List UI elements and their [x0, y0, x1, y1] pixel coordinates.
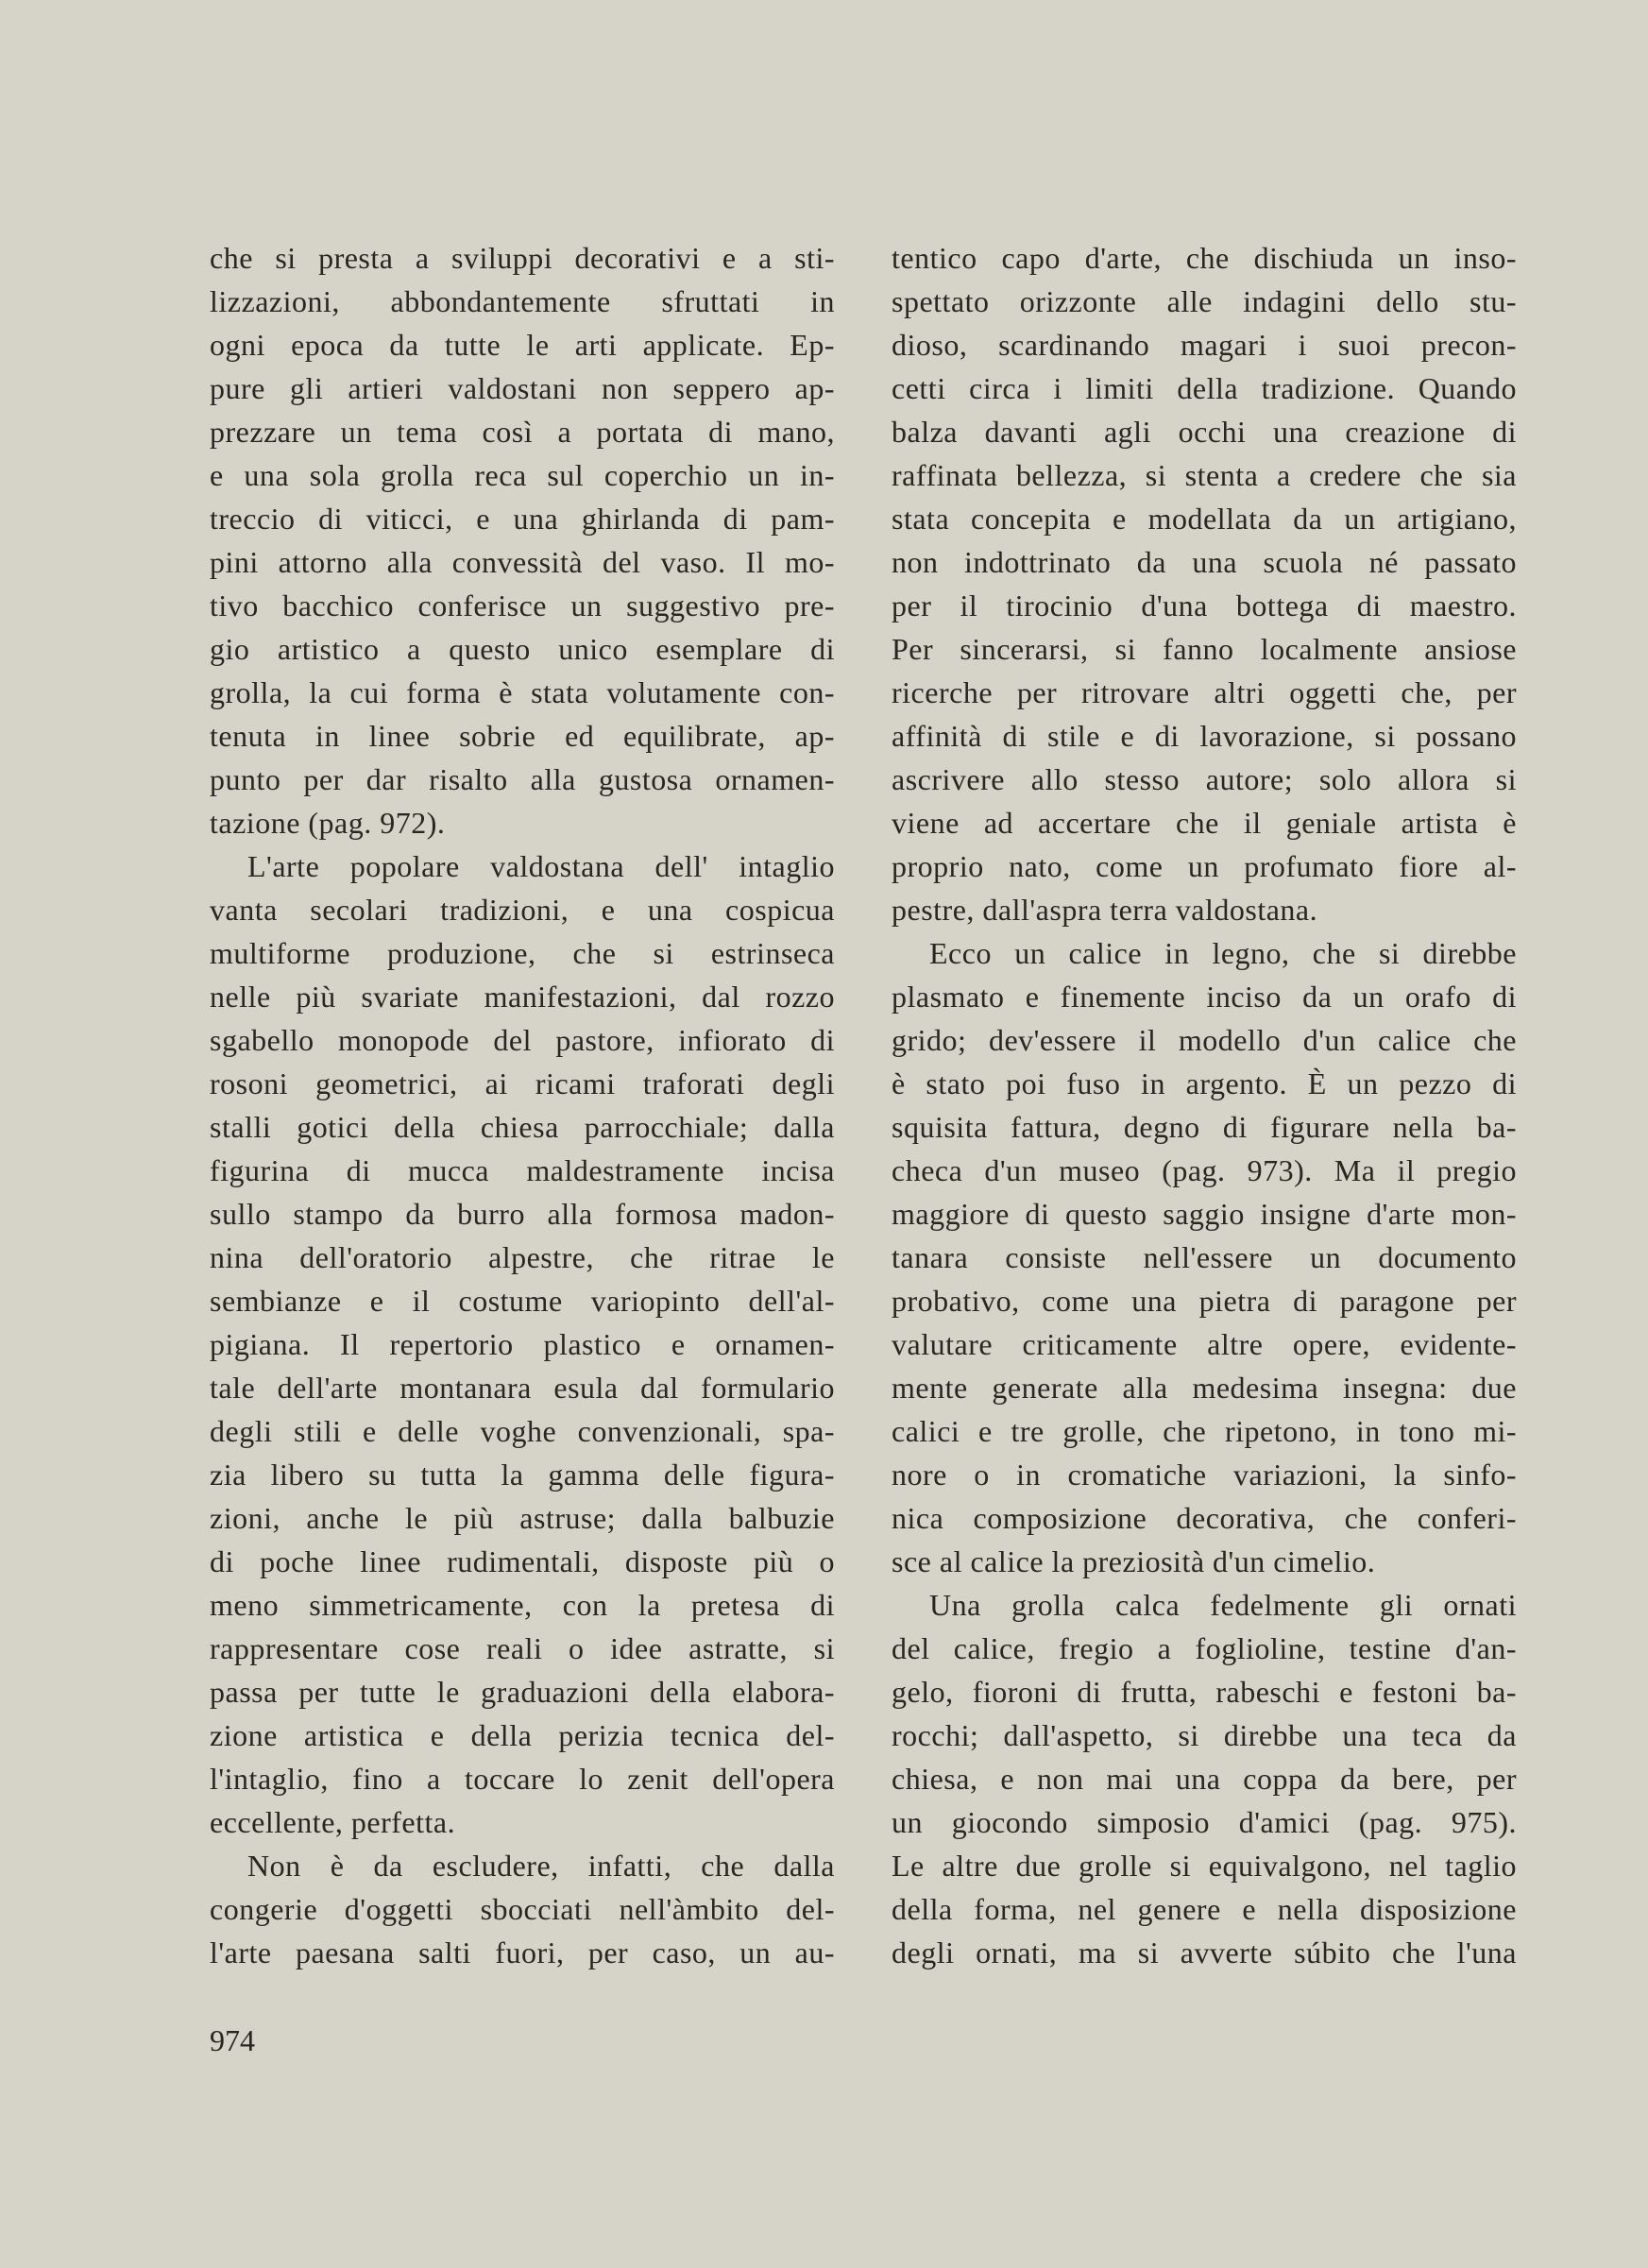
text-line: che si presta a sviluppi decorativi e a sti- — [210, 241, 835, 275]
text-line: della forma, nel genere e nella disposizione — [892, 1892, 1517, 1926]
right-column — [892, 236, 1517, 1974]
text-line: sce al calice la preziosità d'un cimelio. — [892, 1544, 1376, 1578]
text-line: sullo stampo da burro alla formosa madon- — [210, 1197, 835, 1231]
text-line: Per sincerarsi, si fanno localmente ansiose — [892, 632, 1517, 666]
text-line: tivo bacchico conferisce un suggestivo pre- — [210, 588, 835, 622]
text-line: rappresentare cose reali o idee astratte, si — [210, 1631, 835, 1665]
text-line: l'intaglio, fino a toccare lo zenit dell'opera — [210, 1762, 835, 1796]
text-line: Non è da escludere, infatti, che dalla — [247, 1849, 835, 1883]
text-line: balza davanti agli occhi una creazione di — [892, 415, 1517, 449]
text-line: mente generate alla medesima insegna: due — [892, 1371, 1517, 1405]
text-line: zioni, anche le più astruse; dalla balbuzie — [210, 1501, 835, 1535]
text-line: ogni epoca da tutte le arti applicate. Ep- — [210, 328, 835, 362]
text-line: multiforme produzione, che si estrinseca — [210, 936, 835, 970]
text-line: treccio di viticci, e una ghirlanda di pam- — [210, 502, 835, 536]
text-line: zione artistica e della perizia tecnica del- — [210, 1718, 835, 1752]
text-line: Ecco un calice in legno, che si direbbe — [929, 936, 1517, 970]
text-line: per il tirocinio d'una bottega di maestro. — [892, 588, 1517, 622]
text-line: viene ad accertare che il geniale artista è — [892, 806, 1517, 840]
text-line: nelle più svariate manifestazioni, dal rozzo — [210, 980, 835, 1014]
text-line: plasmato e finemente inciso da un orafo di — [892, 980, 1517, 1014]
text-line: pini attorno alla convessità del vaso. Il mo- — [210, 545, 835, 579]
text-line: passa per tutte le graduazioni della elabora- — [210, 1675, 835, 1709]
text-line: nore o in cromatiche variazioni, la sinfo- — [892, 1458, 1517, 1492]
text-line: tenuta in linee sobrie ed equilibrate, ap- — [210, 719, 835, 753]
text-line: ascrivere allo stesso autore; solo allora si — [892, 762, 1517, 796]
text-line: raffinata bellezza, si stenta a credere che sia — [892, 458, 1517, 492]
text-line: pigiana. Il repertorio plastico e ornamen- — [210, 1327, 835, 1361]
text-line: del calice, fregio a foglioline, testine d'an- — [892, 1631, 1517, 1665]
text-line: rosoni geometrici, ai ricami traforati degli — [210, 1066, 835, 1100]
text-line: degli stili e delle voghe convenzionali, spa- — [210, 1414, 835, 1448]
text-line: eccellente, perfetta. — [210, 1805, 456, 1839]
text-line: L'arte popolare valdostana dell' intaglio — [247, 849, 835, 883]
text-line: checa d'un museo (pag. 973). Ma il pregio — [892, 1153, 1517, 1187]
text-line: dioso, scardinando magari i suoi precon- — [892, 328, 1517, 362]
text-line: tanara consiste nell'essere un documento — [892, 1240, 1517, 1274]
text-line: figurina di mucca maldestramente incisa — [210, 1153, 835, 1187]
text-line: squisita fattura, degno di figurare nella ba- — [892, 1110, 1517, 1144]
text-line: prezzare un tema così a portata di mano, — [210, 415, 835, 449]
text-line: lizzazioni, abbondantemente sfruttati in — [210, 284, 835, 318]
text-line: stalli gotici della chiesa parrocchiale; dalla — [210, 1110, 835, 1144]
text-line: sembianze e il costume variopinto dell'al- — [210, 1284, 835, 1318]
text-line: cetti circa i limiti della tradizione. Quando — [892, 371, 1517, 405]
text-line: Le altre due grolle si equivalgono, nel taglio — [892, 1849, 1517, 1883]
text-line: tale dell'arte montanara esula dal formulario — [210, 1371, 835, 1405]
text-line: gio artistico a questo unico esemplare di — [210, 632, 835, 666]
text-line: congerie d'oggetti sbocciati nell'àmbito del- — [210, 1892, 835, 1926]
text-line: degli ornati, ma si avverte súbito che l'una — [892, 1935, 1517, 1970]
text-line: Una grolla calca fedelmente gli ornati — [929, 1588, 1517, 1622]
text-line: affinità di stile e di lavorazione, si possano — [892, 719, 1517, 753]
text-line: gelo, fioroni di frutta, rabeschi e festoni ba- — [892, 1675, 1517, 1709]
text-line: non indottrinato da una scuola né passato — [892, 545, 1517, 579]
text-line: e una sola grolla reca sul coperchio un in- — [210, 458, 835, 492]
text-line: nica composizione decorativa, che conferi- — [892, 1501, 1517, 1535]
text-line: è stato poi fuso in argento. È un pezzo di — [892, 1066, 1517, 1100]
text-line: tazione (pag. 972). — [210, 806, 446, 840]
text-line: probativo, come una pietra di paragone per — [892, 1284, 1517, 1318]
text-line: valutare criticamente altre opere, evidente- — [892, 1327, 1517, 1361]
text-line: punto per dar risalto alla gustosa ornamen- — [210, 762, 835, 796]
text-line: calici e tre grolle, che ripetono, in tono mi- — [892, 1414, 1517, 1448]
text-line: grolla, la cui forma è stata volutamente con- — [210, 675, 835, 709]
text-line: nina dell'oratorio alpestre, che ritrae le — [210, 1240, 835, 1274]
text-line: sgabello monopode del pastore, infiorato di — [210, 1023, 835, 1057]
text-line: stata concepita e modellata da un artigiano, — [892, 502, 1517, 536]
text-line: rocchi; dall'aspetto, si direbbe una teca da — [892, 1718, 1517, 1752]
text-line: grido; dev'essere il modello d'un calice che — [892, 1023, 1517, 1057]
text-line: un giocondo simposio d'amici (pag. 975). — [892, 1805, 1517, 1839]
page-number: 974 — [210, 2023, 255, 2057]
text-line: pure gli artieri valdostani non seppero ap- — [210, 371, 835, 405]
text-line: ricerche per ritrovare altri oggetti che, per — [892, 675, 1517, 709]
text-line: zia libero su tutta la gamma delle figura- — [210, 1458, 835, 1492]
text-line: chiesa, e non mai una coppa da bere, per — [892, 1762, 1517, 1796]
text-line: tentico capo d'arte, che dischiuda un inso- — [892, 241, 1517, 275]
text-line: spettato orizzonte alle indagini dello stu- — [892, 284, 1517, 318]
left-column — [210, 236, 835, 1974]
text-line: l'arte paesana salti fuori, per caso, un au- — [210, 1935, 835, 1970]
text-line: pestre, dall'aspra terra valdostana. — [892, 893, 1318, 927]
text-line: di poche linee rudimentali, disposte più o — [210, 1544, 835, 1578]
text-line: vanta secolari tradizioni, e una cospicua — [210, 893, 835, 927]
text-line: meno simmetricamente, con la pretesa di — [210, 1588, 835, 1622]
text-line: proprio nato, come un profumato fiore al- — [892, 849, 1517, 883]
text-line: maggiore di questo saggio insigne d'arte mon- — [892, 1197, 1517, 1231]
